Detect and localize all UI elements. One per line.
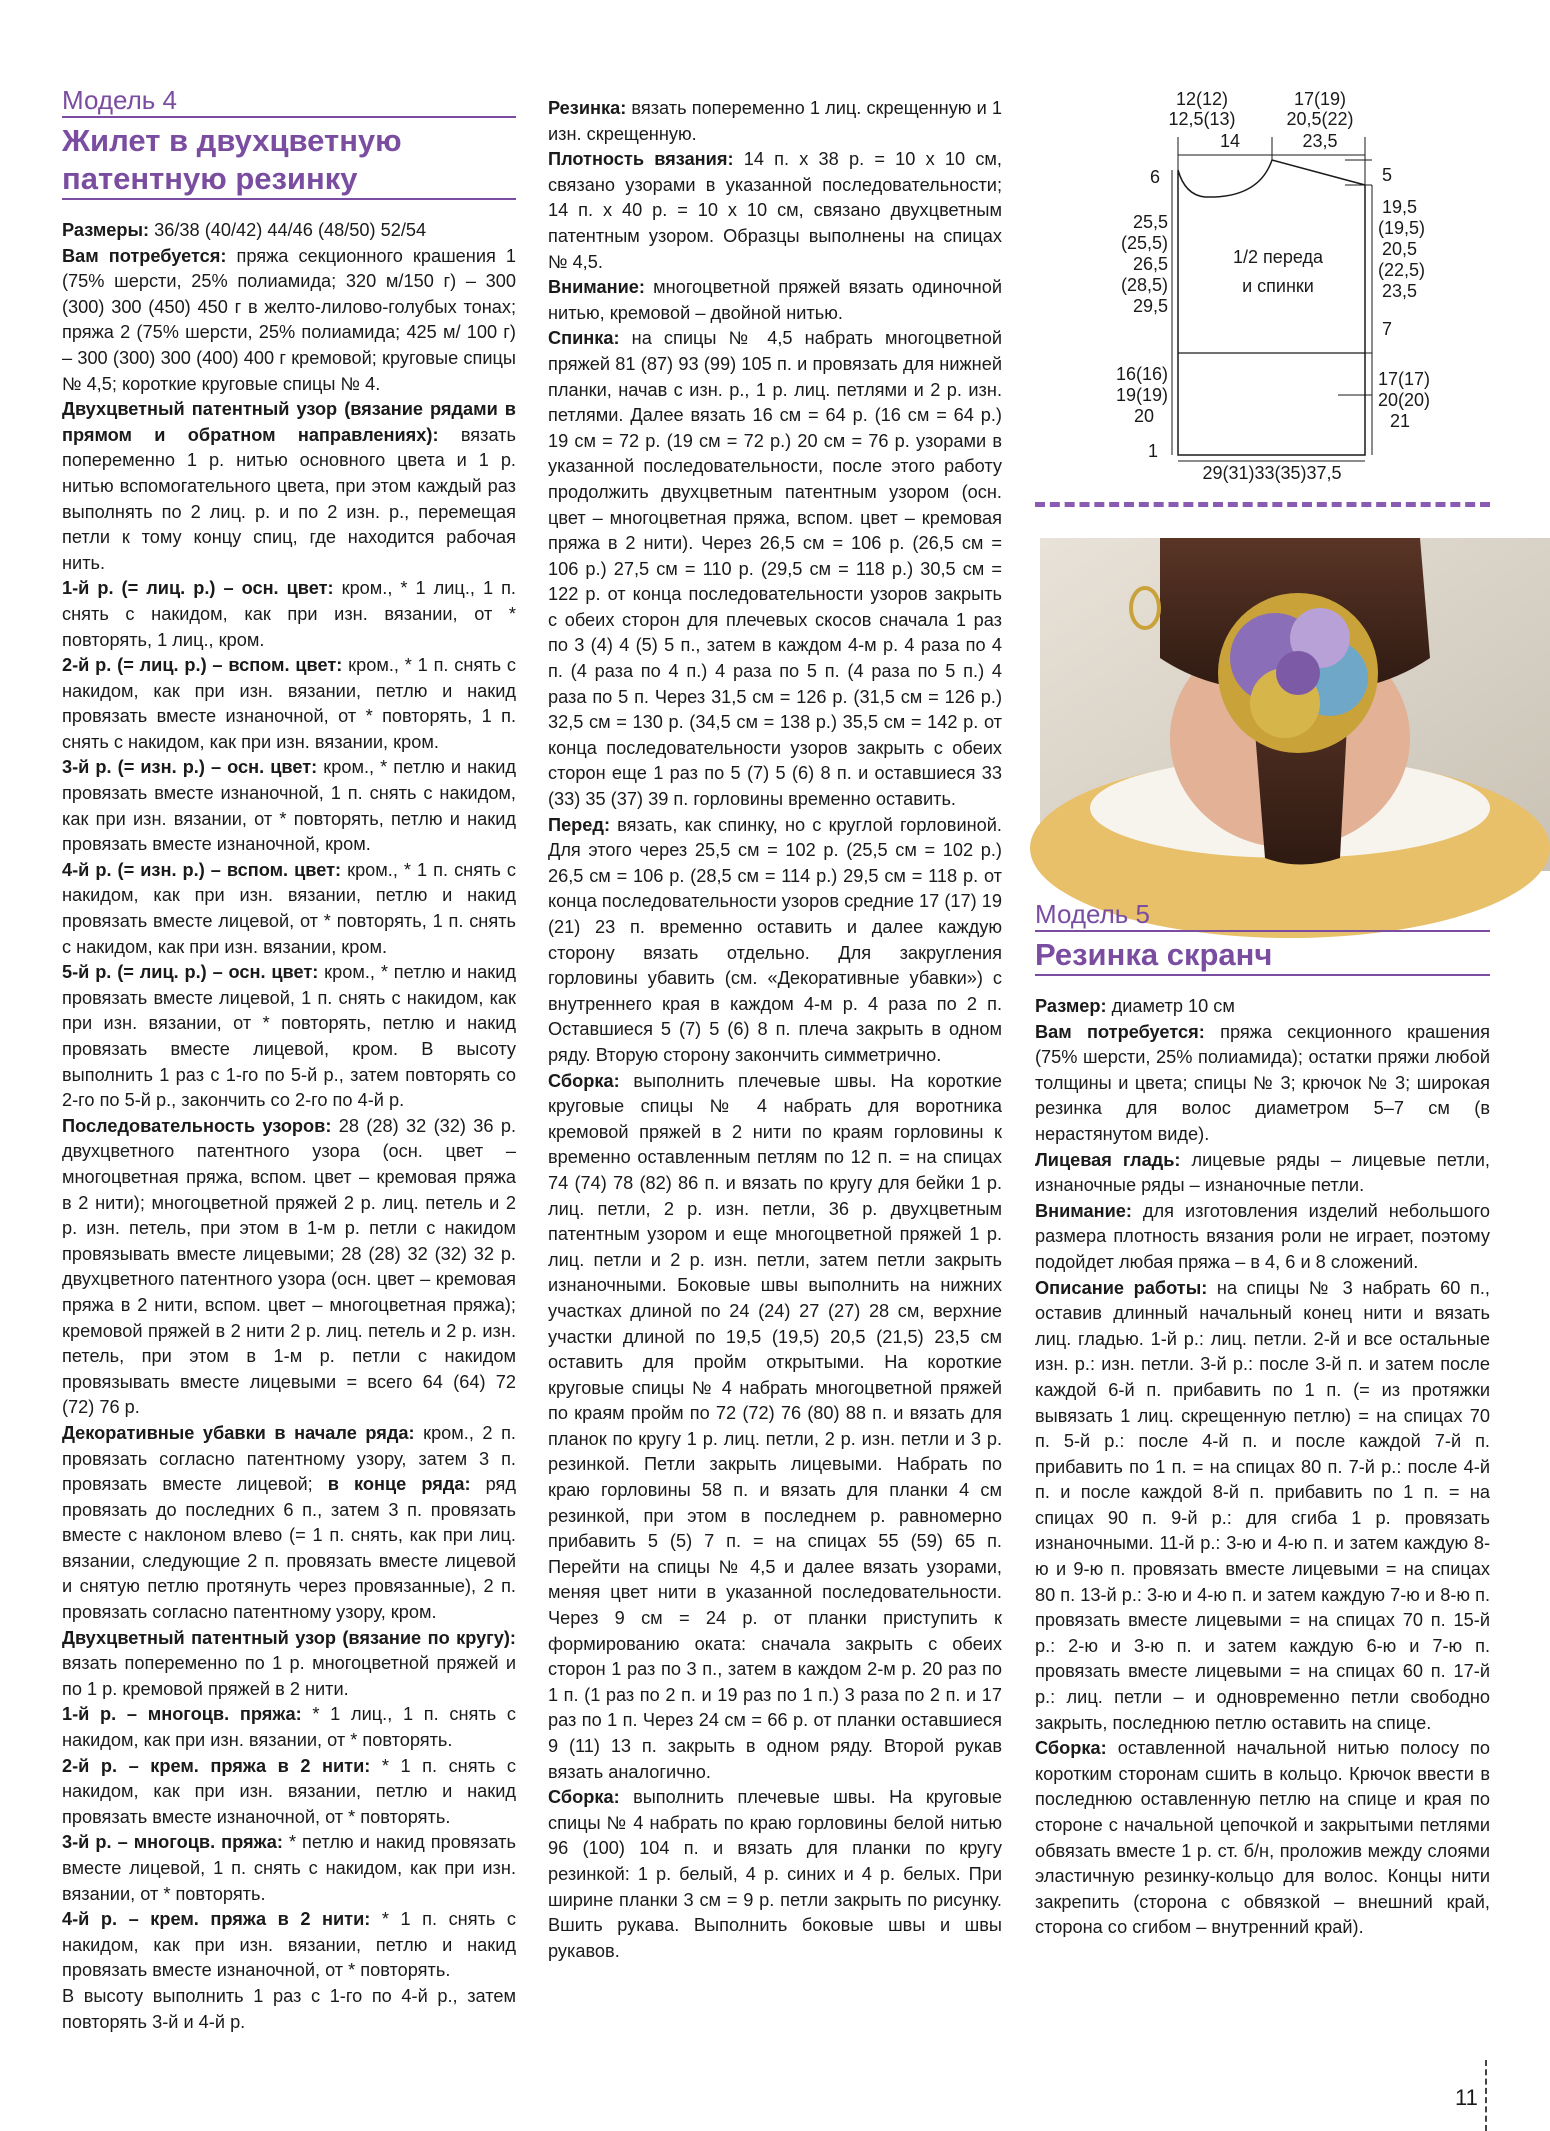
paragraph-heading: Резинка: (548, 98, 627, 118)
paragraph-heading: Сборка: (548, 1070, 620, 1091)
paragraph-heading: Лицевая гладь: (1035, 1149, 1181, 1170)
section-divider (1035, 502, 1490, 507)
dim-left-b0: 16(16) (1115, 364, 1168, 384)
dim-right-a1: (19,5) (1378, 218, 1426, 238)
model4-label: Модель 4 (62, 85, 178, 115)
col1-paragraph (62, 1626, 516, 1703)
col1-paragraph (62, 755, 516, 857)
col2-paragraph (548, 1069, 1002, 1786)
paragraph-heading: Последовательность узоров: (62, 1115, 332, 1136)
col1-paragraph (62, 653, 516, 755)
page-number: 11 (1455, 2085, 1478, 2110)
paragraph-text: 28 (28) 32 (32) 36 р. двухцветного патентного узора (осн. цвет – многоцветная пряжа, вспом. цвет – кремовая пряжа в 2 нити); многоцветной пряжей 2 р. лиц. петель и 2 р. изн. петель, при этом в 1-м р. петли с накидом провязывать вместе лицевыми; 28 (28) 32 (32) 32 р. двухцветного патентного узора (осн. цвет – кремовая пряжа в 2 нити, вспом. цвет – многоцветная пряжа); кремовой пряжей в 2 нити 2 р. лиц. петель и 2 р. изн. петель, при этом в 1-м р. петли с накидом провязывать вместе лицевыми = всего 64 (64) 72 (72) 76 р. (62, 1115, 516, 1418)
dim-left-a2: 26,5 (1132, 254, 1168, 274)
paragraph-heading: Размеры: (62, 220, 150, 240)
paragraph-heading: Двухцветный патентный узор (вязание рядами в прямом и обратном направлениях): (62, 399, 516, 445)
paragraph-heading: Описание работы: (1035, 1277, 1208, 1298)
dim-left-a3: (28,5) (1120, 275, 1168, 295)
paragraph-text: * петлю и накид провязать вместе лицевой, 1 п. снять с накидом, как при изн. вязании, от * повторять. (62, 1832, 516, 1904)
title-rule (1035, 974, 1490, 976)
dim-right-mid: 7 (1382, 319, 1393, 339)
col3-paragraph (1035, 1199, 1490, 1276)
col1-body (62, 218, 516, 2035)
dim-bottom-left: 1 (1147, 441, 1158, 461)
dim-right-a2: 20,5 (1382, 239, 1418, 259)
paragraph-heading: 1-й р. – многоцв. пряжа: (62, 1704, 302, 1725)
col2-paragraph (548, 326, 1002, 812)
dim-right-b2: 21 (1390, 411, 1411, 431)
col1-paragraph (62, 1754, 516, 1831)
dim-left-a0: 25,5 (1132, 212, 1168, 232)
paragraph-text: выполнить плечевые швы. На короткие круговые спицы № 4 набрать для воротника кремовой пряжей в 2 нити по краям горловины к временно оставленным петлям по 12 п. = на спицах 74 (74) 78 (82) 86 п. и вязать по кругу для бейки 1 р. лиц. петли, 2 р. изн. петли, 36 р. двухцветным патентным узором и еще многоцветной пряжей 1 р. лиц. петли и 2 р. изн. петли, затем петли закрыть изнаночными. Боковые швы выполнить на нижних участках длиной по 24 (24) 27 (27) 28 см, верхние участки длиной по 19,5 (19,5) 20,5 (21,5) 23,5 см оставить для пройм открытыми. На короткие круговые спицы № 4 набрать многоцветной пряжей по краям пройм по 72 (72) 76 (80) 88 п. и вязать для планок по кругу 1 р. лиц. петли, 2 р. изн. петли и 3 р. резинкой. Петли закрыть лицевыми. Набрать по краю горловины 58 п. и вязать для планки 4 см резинкой, при этом в последнем р. равномерно прибавить 5 (5) 7 п. = на спицах 55 (59) 65 п. Перейти на спицы № 4,5 и далее вязать узорами, меняя цвет нити в указанной последовательности. Через 9 см = 24 р. от планки приступить к формированию оката: сначала закрыть с обеих сторон 1 раз по 3 п., затем в каждом 2-м р. 20 раз по 1 п. (1 раз по 2 п. и 19 раз по 1 п.) 3 раза по 2 п. и 17 раз по 1 п. Через 24 см = 66 р. от планки оставшиеся 9 (11) 13 п. закрыть в одном ряду. Второй рукав вязать аналогично. (548, 1070, 1002, 1782)
diagram-center-1: 1/2 переда (1233, 247, 1323, 267)
paragraph-heading: в конце ряда: (312, 1474, 471, 1495)
column-2 (548, 96, 1002, 1964)
col1-paragraph (62, 397, 516, 576)
title-rule (62, 116, 516, 118)
paragraph-text: на спицы № 3 набрать 60 п., оставив длинный начальный конец нити и вязать лиц. гладью. 1-й р.: лиц. петли. 2-й и все остальные изн. р.: изн. петли. 3-й р.: после 3-й п. и затем после каждой 6-й п. прибавить по 1 п. (= из протяжки вывязать 1 лиц. скрещенную петлю) = на спицах 70 п. 5-й р.: после 4-й п. и после каждой 7-й п. прибавить по 1 п. = на спицах 80 п. 7-й р.: после 4-й п. и после каждой 8-й п. прибавить по 1 п. = на спицах 90 п. 9-й р.: для сгиба 1 р. провязать изнаночными. 11-й р.: 3-ю и 4-ю п. и затем каждую 8-ю и 9-ю п. провязать вместе лицевыми = на спицах 80 п. 13-й р.: 3-ю и 4-ю п. и затем каждую 7-ю и 8-ю п. провязать вместе лицевыми = на спицах 70 п. 15-й р.: 2-ю и 3-ю п. и затем каждую 6-ю и 7-ю п. провязать вместе лицевыми = на спицах 60 п. 17-й р.: лиц. петли – и одновременно петли свободно закрыть, последнюю петлю оставить на спице. (1035, 1277, 1490, 1733)
paragraph-text: кром., * 1 п. снять с накидом, как при изн. вязании, петлю и накид провязать вместе изнаночной, от * повторять, 1 п. снять с накидом, как при изн. вязании, кром. (62, 655, 516, 752)
dim-right-a0: 19,5 (1382, 197, 1418, 217)
paragraph-heading: 1-й р. (= лиц. р.) – осн. цвет: (62, 578, 334, 599)
paragraph-text: кром., 2 п. провязать согласно патентному узору, затем 3 п. провязать вместе лицевой; (62, 1422, 516, 1495)
paragraph-heading: 3-й р. – многоцв. пряжа: (62, 1832, 283, 1853)
paragraph-heading: Внимание: (548, 277, 645, 298)
dim-left-b1: 19(19) (1115, 385, 1168, 405)
paragraph-text: оставленной начальной нитью полосу по коротким сторонам сшить в кольцо. Крючок ввести в последнюю оставленную петлю на спице и края по стороне с начальной цепочкой и закрытыми петлями обвязать вместе 1 р. ст. б/н, проложив между слоями эластичную резинку-кольцо для волос. Концы нити закрепить (сторона с обвязкой – внешний край, сторона со сгибом – внутренний край). (1035, 1738, 1490, 1938)
paragraph-text: выполнить плечевые швы. На круговые спицы № 4 набрать по краю горловины белой нитью 96 (100) 104 п. и вязать для планки по кругу резинкой: 1 р. белый, 4 р. синих и 4 р. белых. При ширине планки 3 см = 9 р. петли закрыть по рисунку. Вшить рукава. Выполнить боковые швы и швы рукавов. (548, 1787, 1002, 1961)
dim-top-6: 23,5 (1302, 131, 1338, 151)
col2-paragraph (548, 147, 1002, 275)
paragraph-heading: 4-й р. (= изн. р.) – вспом. цвет: (62, 859, 342, 880)
paragraph-text: пряжа секционного крашения 1 (75% шерсти, 25% полиамида; 320 м/150 г) – 300 (300) 300 (450) 450 г в желто-лилово-голубых тонах; пряжа 2 (75% шерсти, 25% полиамида; 425 м/ 100 г) – 300 (300) 300 (400) 400 г кремовой; круговые спицы № 4,5; короткие круговые спицы № 4. (62, 245, 516, 394)
col1-paragraph (62, 858, 516, 960)
dim-left-a4: 29,5 (1132, 296, 1168, 316)
paragraph-heading: 4-й р. – крем. пряжа в 2 нити: (62, 1909, 371, 1930)
paragraph-heading: 2-й р. – крем. пряжа в 2 нити: (62, 1755, 371, 1776)
paragraph-heading: Вам потребуется: (1035, 1021, 1205, 1042)
paragraph-text: кром., * 1 п. снять с накидом, как при изн. вязании, петлю и накид провязать вместе лицевой, от * повторять, 1 п. снять с накидом, как при изн. вязании, кром. (62, 859, 516, 957)
paragraph-text: кром., * петлю и накид провязать вместе изнаночной, 1 п. снять с накидом, как при изн. вязании, от * повторять, петлю и накид провязать вместе изнаночной, кром. (62, 757, 516, 855)
col2-paragraph (548, 1785, 1002, 1964)
dim-neck: 6 (1149, 167, 1160, 187)
paragraph-heading: Спинка: (548, 328, 620, 349)
col3-paragraph (1035, 1276, 1490, 1737)
paragraph-heading: Вам потребуется: (62, 245, 227, 266)
column-1 (62, 84, 516, 2035)
title-rule (1035, 930, 1490, 932)
dim-bottom: 29(31)33(35)37,5 (1202, 463, 1342, 483)
paragraph-text: * 1 п. снять с накидом, как при изн. вязании, петлю и накид провязать вместе изнаночной, от * повторять. (62, 1755, 516, 1827)
paragraph-text: ряд провязать до последних 6 п., затем 3 п. провязать вместе с наклоном влево (= 1 п. снять, как при лиц. вязании, следующие 2 п. провязать вместе лицевой и снятую петлю протянуть через провязанные), 2 п. провязать согласно патентному узору, кром. (62, 1474, 516, 1623)
paragraph-text: В высоту выполнить 1 раз с 1-го по 4-й р., затем повторять 3-й и 4-й р. (62, 1985, 516, 2032)
paragraph-heading: 3-й р. (= изн. р.) – осн. цвет: (62, 757, 318, 778)
paragraph-text: кром., * петлю и накид провязать вместе лицевой, 1 п. снять с накидом, как при изн. вязании, от * повторять, петлю и накид провязать вместе лицевой, кром. В высоту выполнить 1 раз с 1-го по 5-й р., затем повторять со 2-го по 5-й р., закончить со 2-го по 4-й р. (62, 962, 516, 1111)
page-edge-marker (1485, 2060, 1487, 2131)
model5-title: Резинка скранч (1035, 937, 1273, 972)
col3-paragraph (1035, 1736, 1490, 1941)
paragraph-heading: 2-й р. (= лиц. р.) – вспом. цвет: (62, 655, 343, 676)
scrunchie-photo (1040, 538, 1550, 871)
dim-left-a1: (25,5) (1120, 233, 1168, 253)
paragraph-text: для изготовления изделий небольшого размера плотность вязания роли не играет, поэтому подойдет любая пряжа – в 4, 6 и 8 сложений. (1035, 1200, 1490, 1272)
paragraph-heading: Двухцветный патентный узор (вязание по кругу): (62, 1627, 516, 1648)
paragraph-text: на спицы № 4,5 набрать многоцветной пряжей 81 (87) 93 (99) 105 п. и провязать для нижней планки, начав с изн. р., 1 р. лиц. петлями и 2 р. изн. петлями. Далее вязать 16 см = 64 р. (16 см = 64 р.) 19 см = 72 р. (19 см = 72 р.) 20 см = 76 р. узорами в указанной последовательности, после этого работу продолжить двухцветным патентным узором (осн. цвет – многоцветная пряжа, вспом. цвет – кремовая пряжа в 2 нити). Через 26,5 см = 106 р. (26,5 см = 106 р.) 27,5 см = 110 р. (29,5 см = 118 р.) 30,5 см = 122 р. от конца последовательности узоров закрыть с обеих сторон для плечевых скосов сначала 1 раз по 3 (4) 4 (5) 5 п., затем в каждом 4-м р. 4 раза по 4 п. (4 раза по 4 п.) 4 раза по 5 п. (4 раза по 5 п.) 4 раза по 5 п. Через 31,5 см = 126 р. (31,5 см = 126 р.) 32,5 см = 130 р. (34,5 см = 138 р.) 35,5 см = 142 р. от конца последовательности узоров закрыть с обеих сторон еще 1 раз по 5 (7) 5 (6) 8 п. и оставшиеся 33 (33) 35 (37) 39 п. горловины временно оставить. (548, 328, 1002, 810)
paragraph-heading: Плотность вязания: (548, 149, 734, 170)
paragraph-heading: 5-й р. (= лиц. р.) – осн. цвет: (62, 962, 319, 983)
col3-body (1035, 994, 1490, 1941)
paragraph-heading: Перед: (548, 814, 611, 835)
col3-paragraph (1035, 1148, 1490, 1199)
dim-right-a4: 23,5 (1382, 281, 1418, 301)
dim-left-b2: 20 (1133, 406, 1154, 426)
paragraph-text: вязать, как спинку, но с круглой горловиной. Для этого через 25,5 см = 102 р. (25,5 см = 102 р.) 26,5 см = 106 р. (28,5 см = 114 р.) 29,5 см = 118 р. от конца последовательности узоров средние 17 (17) 19 (21) 23 п. временно оставить и далее каждую сторону вязать отдельно. Для закругления горловины убавить (см. «Декоративные убавки») с внутреннего края в каждом 4-м р. 4 раза по 2 п. Оставшиеся 5 (7) 5 (6) 8 п. плеча закрыть в одном ряду. Вторую сторону закончить симметрично. (548, 814, 1002, 1065)
paragraph-text: вязать попеременно 1 р. нитью основного цвета и 1 р. нитью вспомогательного цвета, при этом каждый раз выполнять по 2 лиц. р. и по 2 изн. р., перемещая петли к тому концу спиц, где находится рабочая нить. (62, 424, 516, 573)
title-rule (62, 198, 516, 200)
dim-right-a3: (22,5) (1378, 260, 1426, 280)
paragraph-text: вязать попеременно 1 лиц. скрещенную и 1 изн. скрещенную. (548, 98, 1002, 144)
col1-paragraph (62, 1907, 516, 1984)
paragraph-heading: Декоративные убавки в начале ряда: (62, 1422, 415, 1443)
col1-paragraph (62, 244, 516, 398)
paragraph-heading: Сборка: (548, 1787, 620, 1808)
pattern-diagram (1110, 85, 1431, 485)
paragraph-text: вязать попеременно по 1 р. многоцветной пряжей и по 1 р. кремовой пряжей в 2 нити. (62, 1653, 516, 1699)
paragraph-text: лицевые ряды – лицевые петли, изнаночные ряды – изнаночные петли. (1035, 1149, 1490, 1196)
dim-top-3: 14 (1219, 131, 1241, 151)
col1-paragraph (62, 1702, 516, 1753)
col1-paragraph (62, 1984, 516, 2035)
dim-top-2: 12,5(13) (1168, 109, 1236, 129)
col1-paragraph (62, 960, 516, 1114)
paragraph-heading: Размер: (1035, 996, 1107, 1016)
paragraph-text: * 1 п. снять с накидом, как при изн. вязании, петлю и накид провязать вместе изнаночной, от * повторять. (62, 1909, 516, 1981)
col1-paragraph (62, 1114, 516, 1421)
col1-paragraph (62, 218, 516, 244)
dim-right-b0: 17(17) (1378, 369, 1431, 389)
model4-title-line1: Жилет в двухцветную (62, 123, 402, 158)
col1-paragraph (62, 576, 516, 653)
model4-title-line2: патентную резинку (62, 161, 358, 196)
col2-body (548, 96, 1002, 1964)
col3-paragraph (1035, 1020, 1490, 1148)
dim-right-b1: 20(20) (1378, 390, 1431, 410)
dim-top-4: 17(19) (1293, 89, 1347, 109)
paragraph-text: пряжа секционного крашения (75% шерсти, 25% полиамида); остатки пряжи любой толщины и цвета; спицы № 3; крючок № 3; широкая резинка для волос диаметром 5–7 см (в нерастянутом виде). (1035, 1021, 1490, 1144)
col1-paragraph (62, 1830, 516, 1907)
dim-top-1: 12(12) (1175, 89, 1229, 109)
paragraph-text: 36/38 (40/42) 44/46 (48/50) 52/54 (149, 220, 427, 240)
col2-paragraph (548, 96, 1002, 147)
paragraph-text: * 1 лиц., 1 п. снять с накидом, как при изн. вязании, от * повторять. (62, 1704, 516, 1751)
paragraph-heading: Сборка: (1035, 1738, 1107, 1759)
model5-label: Модель 5 (1035, 899, 1151, 929)
dim-shoulder: 5 (1382, 165, 1393, 185)
col2-paragraph (548, 813, 1002, 1069)
paragraph-text: диаметр 10 см (1106, 996, 1235, 1016)
col1-paragraph (62, 1421, 516, 1626)
diagram-center-2: и спинки (1242, 276, 1314, 296)
dim-top-5: 20,5(22) (1286, 109, 1354, 129)
paragraph-text: многоцветной пряжей вязать одиночной нитью, кремовой – двойной нитью. (548, 277, 1002, 323)
paragraph-text: кром., * 1 лиц., 1 п. снять с накидом, как при изн. вязании, от * повторять, 1 лиц., кром. (62, 578, 516, 650)
diagram-outline (1178, 160, 1365, 455)
paragraph-text: 14 п. х 38 р. = 10 х 10 см, связано узорами в указанной последовательности; 14 п. х 40 р. = 10 х 10 см, связано двухцветным патентным узором. Образцы выполнены на спицах № 4,5. (548, 149, 1002, 272)
paragraph-heading: Внимание: (1035, 1200, 1132, 1221)
col2-paragraph (548, 275, 1002, 326)
column-3 (1035, 898, 1490, 1941)
col3-paragraph (1035, 994, 1490, 1020)
